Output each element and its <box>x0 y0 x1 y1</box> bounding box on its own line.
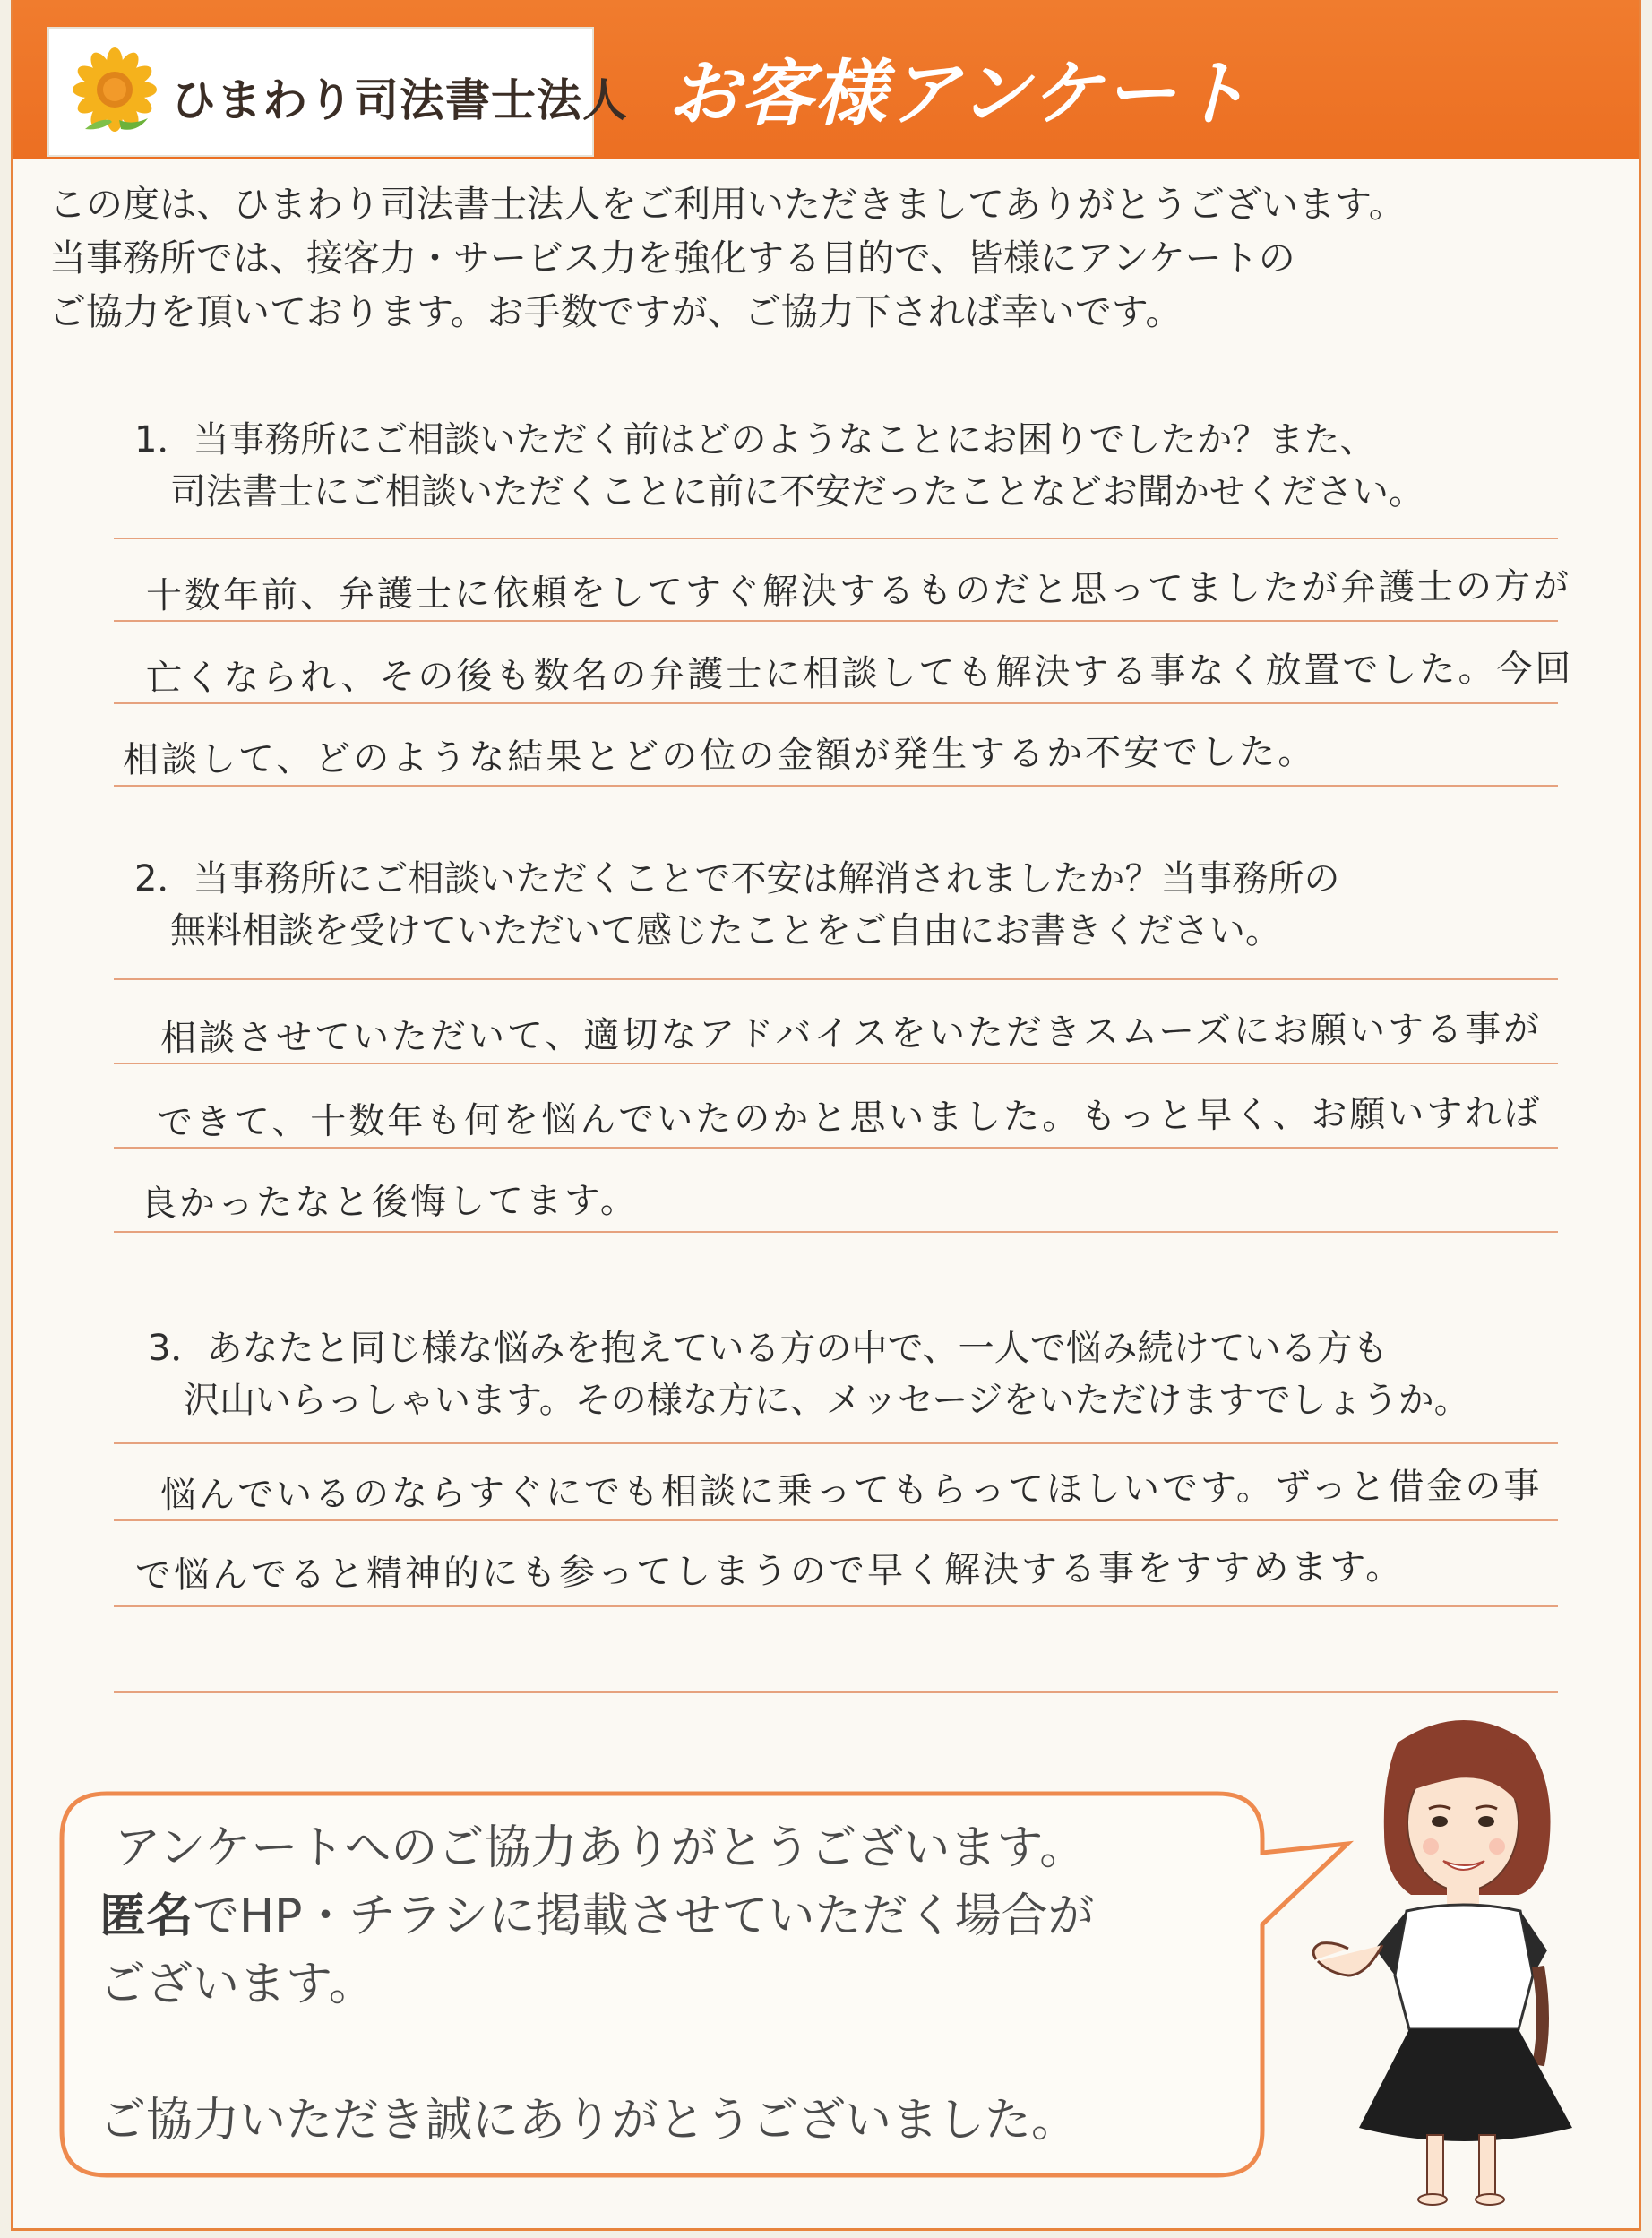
answer-line: 悩んでいるのならすぐにでも相談に乗ってもらってほしいです。ずっと借金の事 <box>159 1465 1543 1517</box>
question-line: 司法書士にご相談いただくことに前に不安だったことなどお聞かせください。 <box>134 471 1424 512</box>
header-bar <box>13 0 1639 159</box>
rule-line <box>114 1691 1558 1693</box>
bubble-line: ございます。 <box>99 1958 375 2011</box>
rule-line <box>114 1063 1558 1064</box>
bubble-line <box>99 1882 1210 1950</box>
answer-line: 十数年前、弁護士に依頼をしてすぐ解決するものだと思ってましたが弁護士の方が <box>145 565 1572 617</box>
survey-sheet <box>11 0 1641 2231</box>
anonymous-emphasis: 匿名 <box>99 1889 194 1943</box>
answer-line: できて、十数年も何を悩んでいたのかと思いました。もっと早く、お願いすれば <box>156 1092 1543 1144</box>
question-line: 1．当事務所にご相談いただく前はどのようなことにお困りでしたか？また、 <box>134 419 1376 461</box>
bubble-message <box>99 1814 1210 2155</box>
bubble-spacer <box>99 2019 1210 2087</box>
question-line: 2．当事務所にご相談いただくことで不安は解消されましたか？当事務所の <box>134 858 1340 900</box>
bubble-line: ご協力いただき誠にありがとうございました。 <box>99 2094 1079 2148</box>
page-title: お客様アンケート <box>667 52 1252 135</box>
rule-line <box>114 1147 1558 1149</box>
rule-line <box>114 785 1558 787</box>
bubble-text: アンケートへのご協力ありがとうございます。 <box>114 1821 1087 1875</box>
answer-line: 亡くなられ、その後も数名の弁護士に相談しても解決する事なく放置でした。今回 <box>145 648 1574 700</box>
question-line: 沢山いらっしゃいます。その様な方に、メッセージをいただけますでしょうか。 <box>148 1380 1470 1421</box>
answer-line: で悩んでると精神的にも参ってしまうので早く解決する事をすすめます。 <box>134 1546 1405 1597</box>
rule-line <box>114 1442 1558 1444</box>
rule-line <box>114 702 1558 704</box>
answer-line: 相談させていただいて、適切なアドバイスをいただきスムーズにお願いする事が <box>159 1008 1543 1060</box>
rule-line <box>114 1519 1558 1521</box>
intro-text <box>49 177 1626 339</box>
staff-illustration <box>1312 1707 1608 2208</box>
question-line: 3．あなたと同じ様な悩みを抱えている方の中で、一人で悩み続けている方も <box>148 1328 1389 1369</box>
rule-line <box>114 1605 1558 1607</box>
question-line: 無料相談を受けていただいて感じたことをご自由にお書きください。 <box>134 910 1281 951</box>
sunflower-icon <box>65 43 164 142</box>
rule-line <box>114 1231 1558 1233</box>
rule-line <box>114 620 1558 622</box>
question-3 <box>148 1322 1635 1426</box>
intro-line: この度は、ひまわり司法書士法人をご利用いただきましてありがとうございます。 <box>49 183 1406 226</box>
question-1 <box>134 414 1622 518</box>
intro-line: ご協力を頂いております。お手数ですが、ご協力下されば幸いです。 <box>49 290 1183 333</box>
answer-line: 良かったなと後悔してます。 <box>140 1180 639 1225</box>
rule-line <box>114 978 1558 980</box>
bubble-text: でHP・チラシに掲載させていただく場合が <box>193 1889 1095 1943</box>
answer-line: 相談して、どのような結果とどの位の金額が発生するか不安でした。 <box>122 731 1317 781</box>
company-logo <box>47 27 628 157</box>
intro-line: 当事務所では、接客力・サービス力を強化する目的で、皆様にアンケートの <box>49 237 1295 280</box>
company-name: ひまわり司法書士法人 <box>171 74 628 126</box>
question-2 <box>134 853 1622 957</box>
rule-line <box>114 538 1558 539</box>
bubble-line <box>99 1814 1210 1882</box>
